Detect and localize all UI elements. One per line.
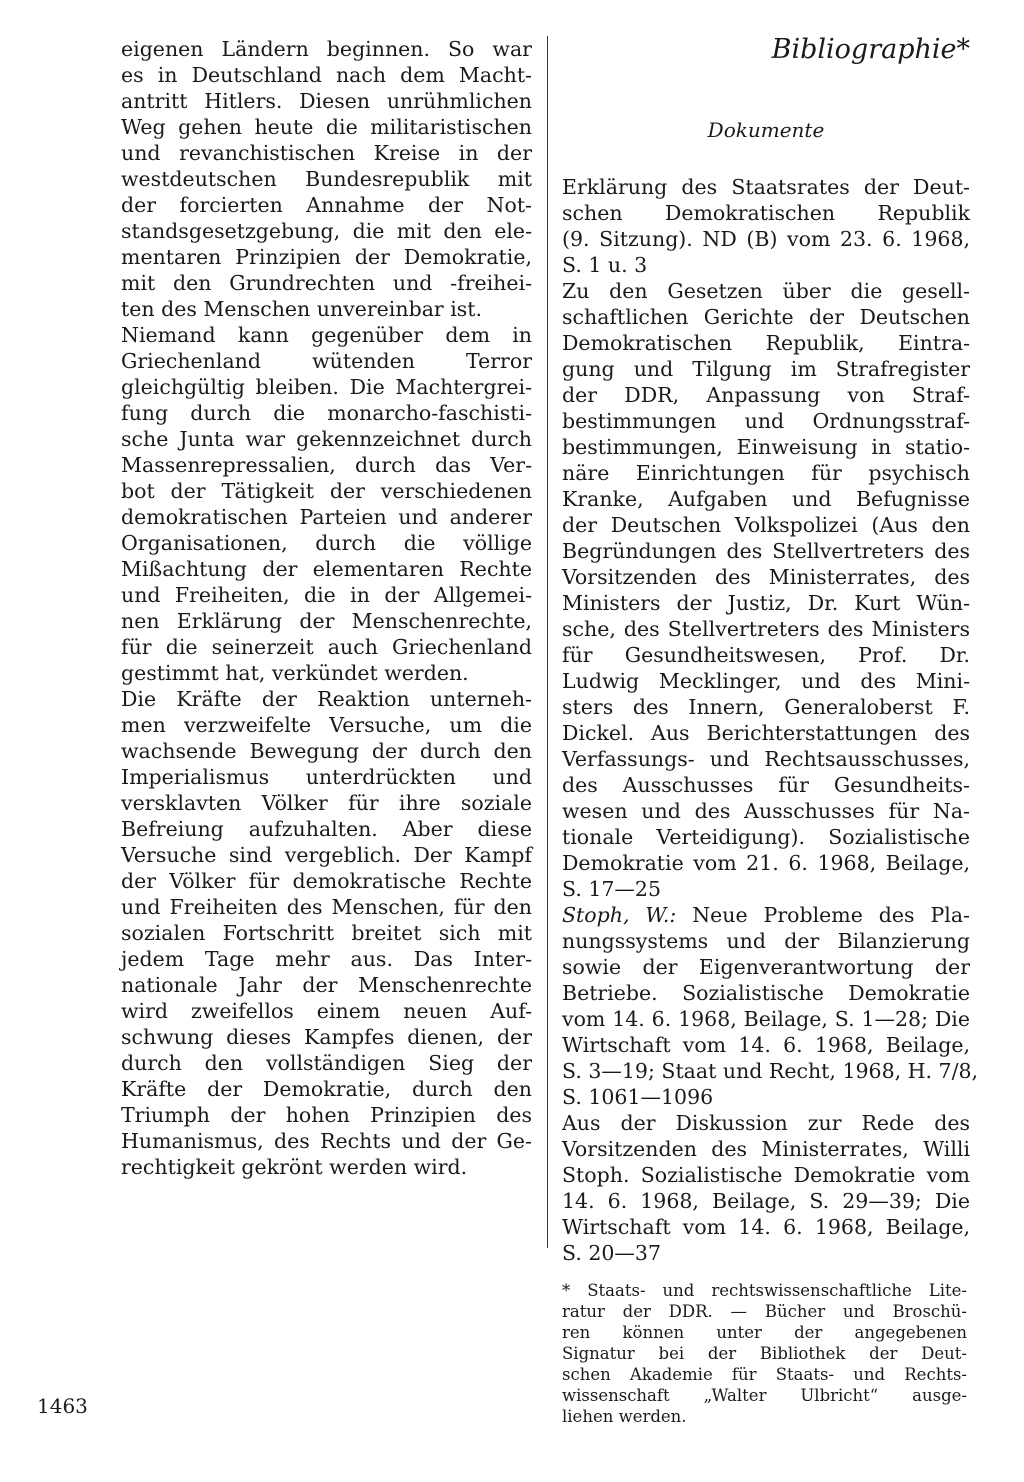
bib-line: 14. 6. 1968, Beilage, S. 29—39; Die <box>562 1189 970 1213</box>
bib-line: Vorsitzenden des Ministerrates, des <box>562 565 970 589</box>
body-line: nen Erklärung der Menschenrechte, <box>121 609 532 633</box>
body-line: und revanchistischen Kreise in der <box>121 141 532 165</box>
body-line: rechtigkeit gekrönt werden wird. <box>121 1155 468 1179</box>
body-line: demokratischen Parteien und anderer <box>121 505 532 529</box>
body-line: Massenrepressalien, durch das Ver- <box>121 453 532 477</box>
body-line: versklavten Völker für ihre soziale <box>121 791 532 815</box>
body-line: standsgesetzgebung, die mit den ele- <box>121 219 532 243</box>
body-line: der Völker für demokratische Rechte <box>121 869 532 893</box>
bib-line <box>562 902 970 928</box>
body-line: fung durch die monarcho-faschisti- <box>121 401 532 425</box>
bib-line: wesen und des Ausschusses für Na- <box>562 799 970 823</box>
author-name: Stoph, W.: <box>562 903 677 927</box>
footnote-line: Signatur bei der Bibliothek der Deut- <box>562 1344 967 1363</box>
footnote-line: * Staats- und rechtswissenschaftliche Lite- <box>562 1281 967 1300</box>
bib-line: Begründungen des Stellvertreters des <box>562 539 970 563</box>
bib-line: Ministers der Justiz, Dr. Kurt Wün- <box>562 591 970 615</box>
documents-subheading: Dokumente <box>707 118 825 142</box>
body-line: Organisationen, durch die völlige <box>121 531 532 555</box>
body-line: gestimmt hat, verkündet werden. <box>121 661 469 685</box>
bib-text: Neue Probleme des Pla- <box>692 903 970 927</box>
bib-line: Aus der Diskussion zur Rede des <box>562 1111 970 1135</box>
body-line: mentaren Prinzipien der Demokratie, <box>121 245 532 269</box>
body-line: gleichgültig bleiben. Die Machtergrei- <box>121 375 532 399</box>
body-line: für die seinerzeit auch Griechenland <box>121 635 532 659</box>
bib-line: Wirtschaft vom 14. 6. 1968, Beilage, <box>562 1215 970 1239</box>
body-line: Niemand kann gegenüber dem in <box>121 323 532 347</box>
bib-line: der Deutschen Volkspolizei (Aus den <box>562 513 970 537</box>
bib-line: S. 17—25 <box>562 877 662 901</box>
bib-line: S. 20—37 <box>562 1241 662 1265</box>
bib-line: näre Einrichtungen für psychisch <box>562 461 970 485</box>
body-line: mit den Grundrechten und -freihei- <box>121 271 532 295</box>
body-line: ten des Menschen unvereinbar ist. <box>121 297 483 321</box>
body-line: Imperialismus unterdrückten und <box>121 765 532 789</box>
bib-line: S. 3—19; Staat und Recht, 1968, H. 7/8, <box>562 1059 979 1083</box>
footnote-line: wissenschaft „Walter Ulbricht“ ausge- <box>562 1386 967 1405</box>
bib-line: Kranke, Aufgaben und Befugnisse <box>562 487 970 511</box>
bib-line: bestimmungen, Einweisung in statio- <box>562 435 970 459</box>
bib-line: Erklärung des Staatsrates der Deut- <box>562 175 970 199</box>
bib-line: Ludwig Mecklinger, und des Mini- <box>562 669 970 693</box>
body-line: Triumph der hohen Prinzipien des <box>121 1103 532 1127</box>
bib-line: schen Demokratischen Republik <box>562 201 970 225</box>
body-line: schwung dieses Kampfes dienen, der <box>121 1025 532 1049</box>
bib-line: Demokratischen Republik, Eintra- <box>562 331 970 355</box>
body-line: Versuche sind vergeblich. Der Kampf <box>121 843 532 867</box>
body-line: Weg gehen heute die militaristischen <box>121 115 532 139</box>
page-number: 1463 <box>37 1394 88 1418</box>
body-line: und Freiheiten des Menschen, für den <box>121 895 532 919</box>
bib-line: sters des Innern, Generaloberst F. <box>562 695 970 719</box>
body-line: westdeutschen Bundesrepublik mit <box>121 167 532 191</box>
body-line: nationale Jahr der Menschenrechte <box>121 973 532 997</box>
bib-line: Dickel. Aus Berichterstattungen des <box>562 721 970 745</box>
body-line: wachsende Bewegung der durch den <box>121 739 532 763</box>
bib-line: bestimmungen und Ordnungsstraf- <box>562 409 970 433</box>
body-line: der forcierten Annahme der Not- <box>121 193 532 217</box>
bib-line: Zu den Gesetzen über die gesell- <box>562 279 970 303</box>
bib-line: für Gesundheitswesen, Prof. Dr. <box>562 643 970 667</box>
body-line: bot der Tätigkeit der verschiedenen <box>121 479 532 503</box>
body-line: jedem Tage mehr aus. Das Inter- <box>121 947 532 971</box>
bib-line: schaftlichen Gerichte der Deutschen <box>562 305 970 329</box>
bib-line: des Ausschusses für Gesundheits- <box>562 773 970 797</box>
bib-line: sche, des Stellvertreters des Ministers <box>562 617 970 641</box>
body-line: Humanismus, des Rechts und der Ge- <box>121 1129 532 1153</box>
bib-line: Stoph. Sozialistische Demokratie vom <box>562 1163 970 1187</box>
body-line: eigenen Ländern beginnen. So war <box>121 37 532 61</box>
bib-line: S. 1061—1096 <box>562 1085 714 1109</box>
bib-line: Demokratie vom 21. 6. 1968, Beilage, <box>562 851 970 875</box>
body-line: men verzweifelte Versuche, um die <box>121 713 532 737</box>
body-line: wird zweifellos einem neuen Auf- <box>121 999 532 1023</box>
footnote-line: ratur der DDR. — Bücher und Broschü- <box>562 1302 967 1321</box>
body-line: es in Deutschland nach dem Macht- <box>121 63 532 87</box>
body-line: Die Kräfte der Reaktion unterneh- <box>121 687 532 711</box>
body-line: Befreiung aufzuhalten. Aber diese <box>121 817 532 841</box>
bib-line: vom 14. 6. 1968, Beilage, S. 1—28; Die <box>562 1007 970 1031</box>
bib-line: Verfassungs- und Rechtsausschusses, <box>562 747 970 771</box>
body-line: und Freiheiten, die in der Allgemei- <box>121 583 532 607</box>
body-line: Mißachtung der elementaren Rechte <box>121 557 532 581</box>
body-line: antritt Hitlers. Diesen unrühmlichen <box>121 89 532 113</box>
footnote-line: ren können unter der angegebenen <box>562 1323 967 1342</box>
bib-line: tionale Verteidigung). Sozialistische <box>562 825 970 849</box>
bib-line: gung und Tilgung im Strafregister <box>562 357 970 381</box>
bib-line: der DDR, Anpassung von Straf- <box>562 383 970 407</box>
body-line: durch den vollständigen Sieg der <box>121 1051 532 1075</box>
body-line: sche Junta war gekennzeichnet durch <box>121 427 532 451</box>
bibliography-heading: Bibliographie* <box>771 34 970 65</box>
bib-line: (9. Sitzung). ND (B) vom 23. 6. 1968, <box>562 227 970 251</box>
bib-line: Betriebe. Sozialistische Demokratie <box>562 981 970 1005</box>
bib-line: Vorsitzenden des Ministerrates, Willi <box>562 1137 970 1161</box>
body-line: Griechenland wütenden Terror <box>121 349 532 373</box>
footnote-line: schen Akademie für Staats- und Rechts- <box>562 1365 967 1384</box>
bib-line: Wirtschaft vom 14. 6. 1968, Beilage, <box>562 1033 970 1057</box>
body-line: sozialen Fortschritt breitet sich mit <box>121 921 532 945</box>
body-line: Kräfte der Demokratie, durch den <box>121 1077 532 1101</box>
column-divider <box>547 36 548 1248</box>
footnote-line: liehen werden. <box>562 1407 687 1426</box>
bib-line: nungssystems und der Bilanzierung <box>562 929 970 953</box>
bib-line: S. 1 u. 3 <box>562 253 648 277</box>
bib-line: sowie der Eigenverantwortung der <box>562 955 970 979</box>
